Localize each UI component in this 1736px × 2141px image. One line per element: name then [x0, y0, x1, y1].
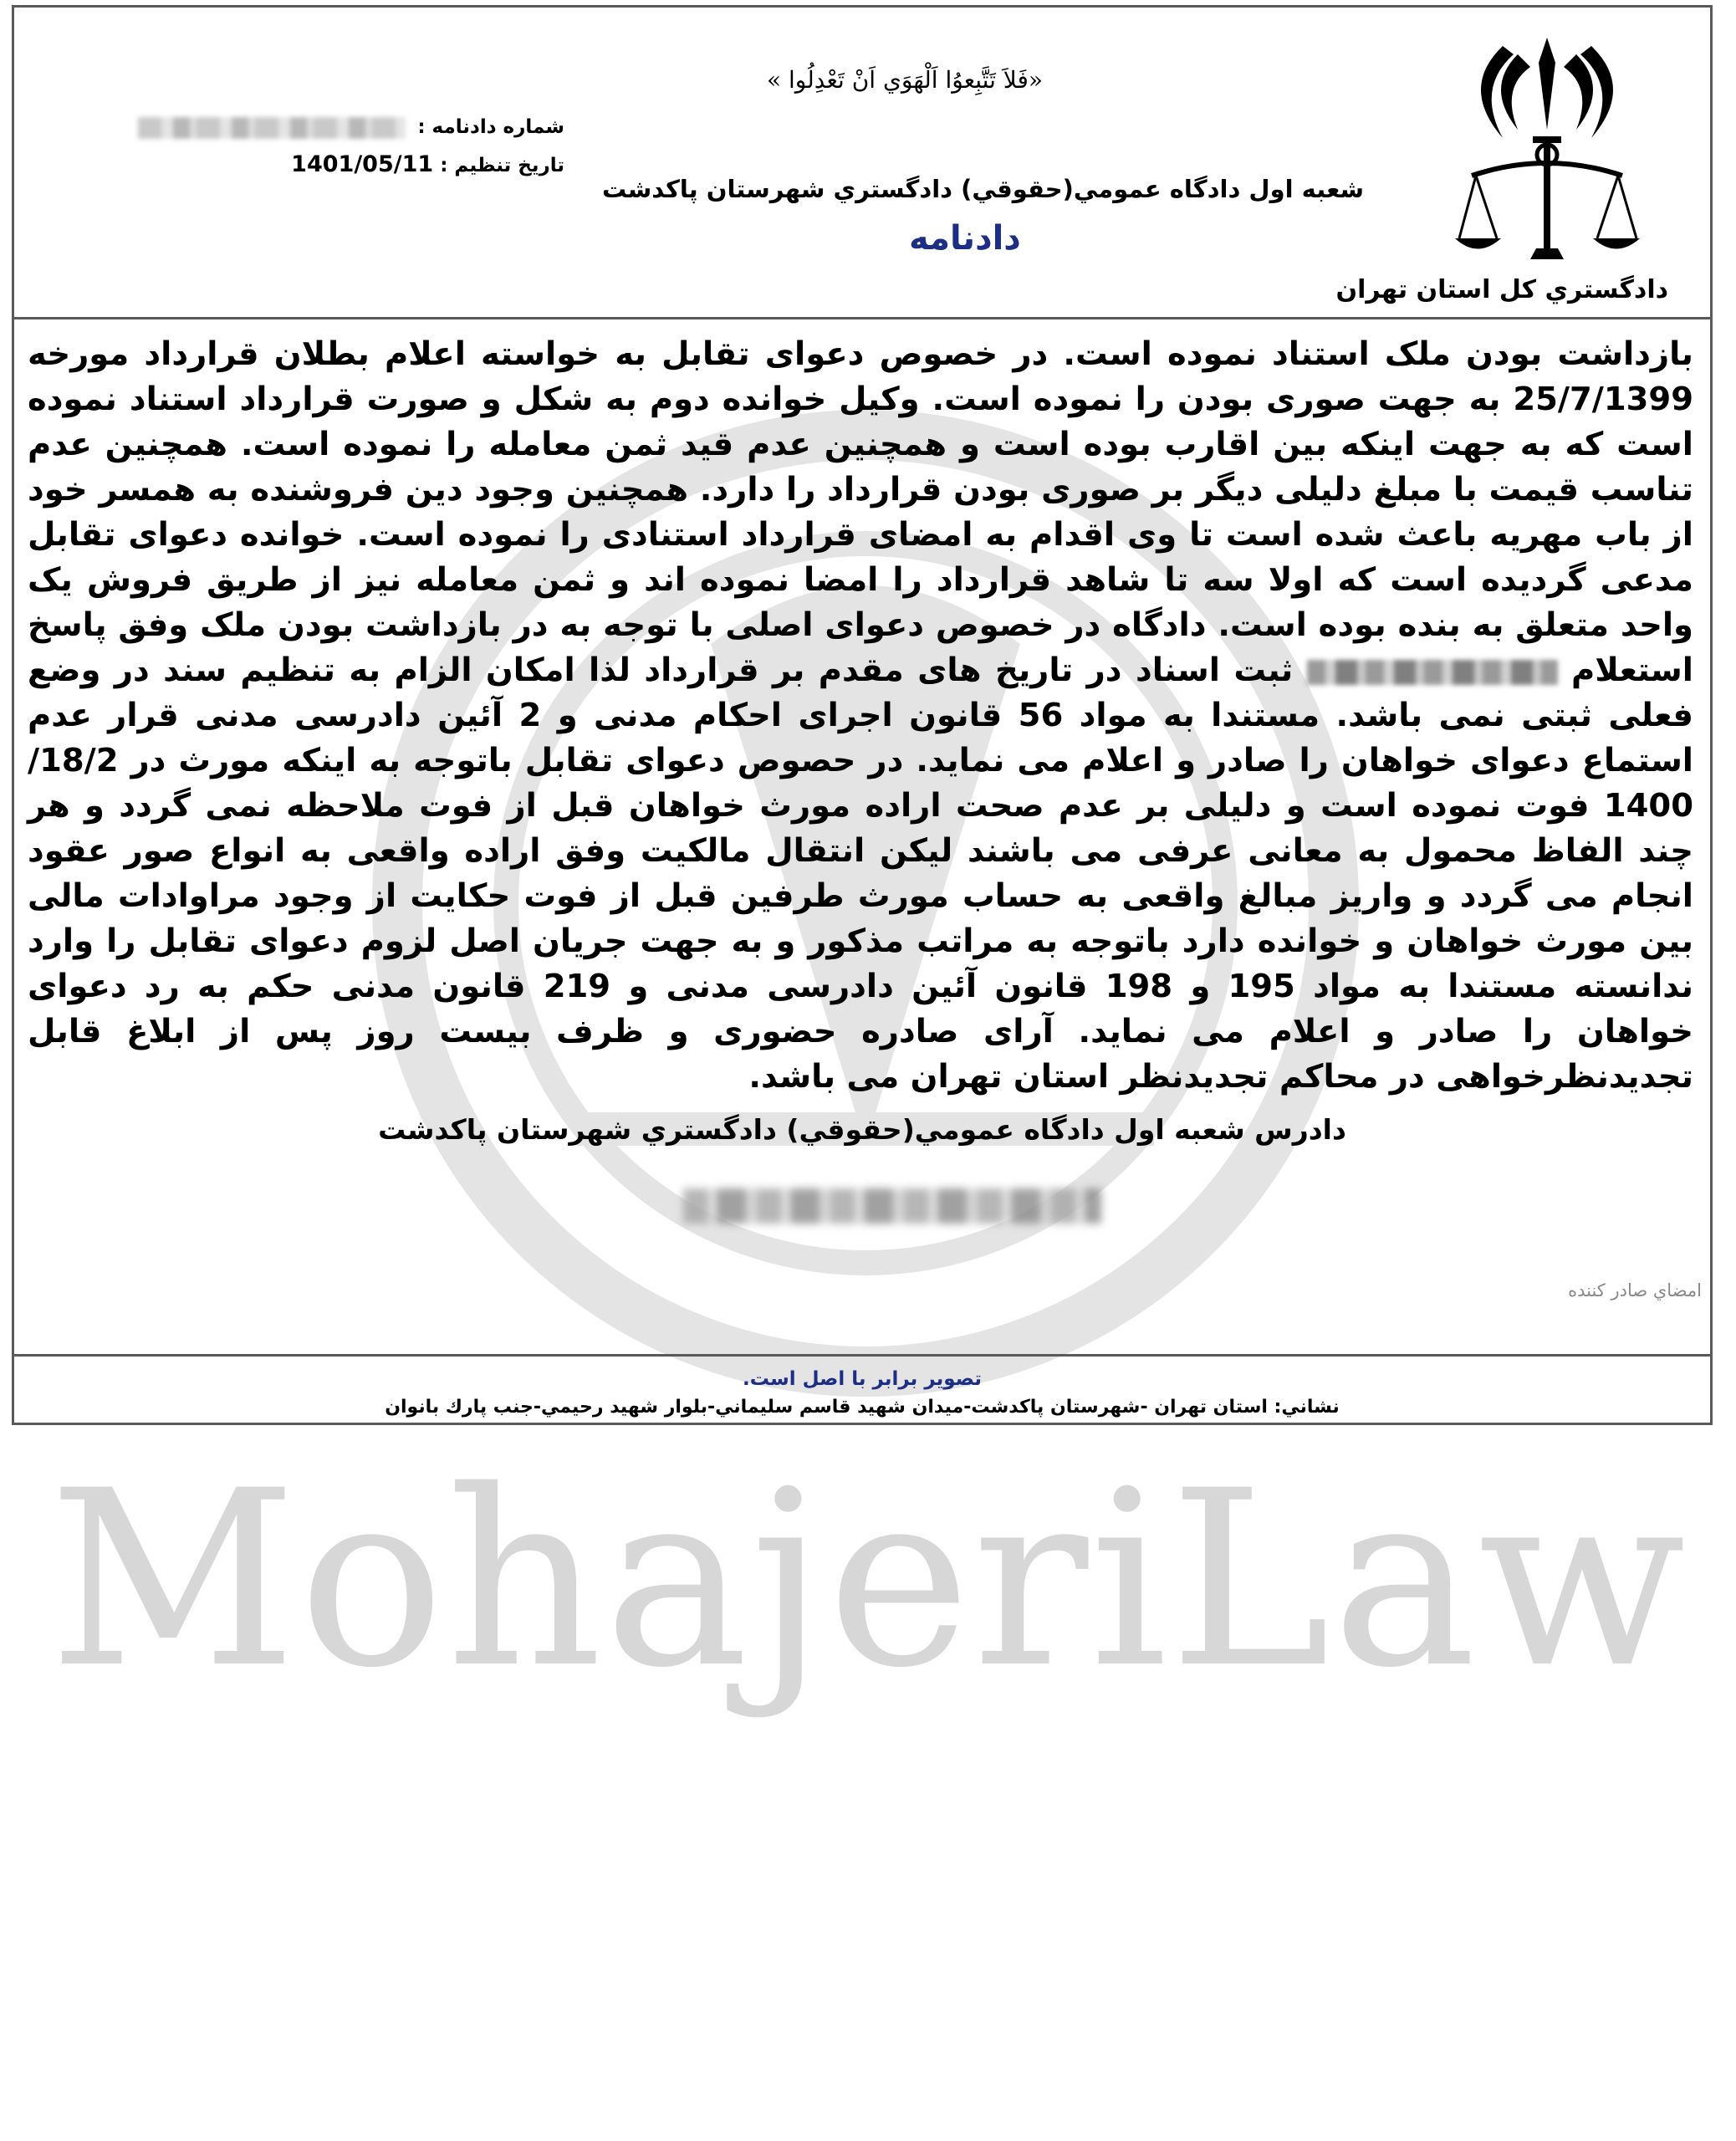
verdict-text-part1: بازداشت بودن ملک استناد نموده است. در خصوص دعوای تقابل به خواسته اعلام بطلان قرارداد مورخه 25/7/1399 به جهت صوری بودن را نموده است. وکیل خوانده دوم به شکل و صورت قرارداد استناد نموده است که به جهت اینکه بین اقارب بوده است و همچنین عدم قید ثمن معامله را نموده است. همچنین عدم تناسب قیمت با مبلغ دلیلی دیگر بر صوری بودن قرارداد را دارد. همچنین وجود دین فروشنده به همسر خود از باب مهریه باعث شده است تا وی اقدام به امضای قرارداد استنادی را نموده است. خوانده دعوای تقابل مدعی گردیده است که اولا سه تا شاهد قرارداد را امضا نموده اند و ثمن معامله نیز از طریق فروش یک واحد متعلق به بنده بوده است. دادگاه در خصوص دعوای اصلی با توجه به در بازداشت بودن ملک وفق پاسخ استعلام	[28, 335, 1693, 689]
signature-label: امضاي صادر كننده	[1568, 1280, 1702, 1300]
verdict-number-label: شماره دادنامه :	[417, 116, 564, 138]
court-address: نشاني: استان تهران -شهرستان پاكدشت-ميدان شهيد قاسم سليماني-بلوار شهيد رحيمي-جنب پارك بانوان	[385, 1397, 1340, 1418]
judiciary-emblem-icon	[1451, 29, 1643, 272]
document-footer	[14, 1354, 1710, 1425]
document-title: دادنامه	[909, 219, 1021, 258]
verdict-body	[28, 332, 1693, 1100]
verdict-text-part2: ثبت اسناد در تاریخ های مقدم بر قرارداد لذا امکان الزام به تنظیم سند در وضع فعلی ثبتی نمی باشد. مستندا به مواد 56 قانون اجرای احکام مدنی و 2 آئین دادرسی مدنی قرار عدم استماع دعوای خواهان را صادر و اعلام می نماید. در حصوص دعوای تقابل باتوجه به اینکه مورث در 18/2/ 1400 فوت نموده است و دلیلی بر عدم صحت اراده مورث خواهان قبل از فوت ملاحظه نمی گردد و هر چند الفاظ محمول به معانی عرفی می باشند لیکن انتقال مالکیت وفق اراده واقعی به انواع صور عقود انجام می گردد و واریز مبالغ واقعی به حساب مورث طرفین قبل از فوت حکایت از وجود مراوادات مالی بین مورث خواهان و خوانده دارد باتوجه به مراتب مذکور و به جهت جریان اصل لزوم دعوای تقابل را وارد ندانسته مستندا به مواد 195 و 198 قانون آئین دادرسی مدنی و 219 قانون مدنی حکم به رد دعوای خواهان را صادر و اعلام می نماید. آرای صادره حضوری و ظرف بیست روز پس از ابلاغ قابل تجدیدنظرخواهی در محاکم تجدیدنظر استان تهران می باشد.	[28, 651, 1693, 1096]
true-copy-note: تصوير برابر با اصل است.	[743, 1368, 982, 1390]
quran-verse: «فَلاَ تَتَّبِعوُا اَلْهَوَي اَنْ تَعْدِلُوا »	[767, 66, 1044, 94]
province-court-name: دادگستري كل استان تهران	[1335, 275, 1668, 304]
verdict-number-row	[138, 116, 564, 139]
judge-title: دادرس شعبه اول دادگاه عمومي(حقوقي) دادگستري شهرستان پاكدشت	[378, 1113, 1346, 1146]
court-branch-name: شعبه اول دادگاه عمومي(حقوقي) دادگستري شهرستان پاكدشت	[602, 175, 1364, 203]
redacted-judge-name	[683, 1188, 1101, 1224]
issue-date-label: تاریخ تنظیم :	[440, 155, 564, 176]
watermark-text: MohajeriLaw	[49, 1439, 1687, 1721]
verdict-document	[12, 5, 1713, 1425]
issue-date-value: 1401/05/11	[291, 151, 434, 177]
redacted-verdict-number	[138, 117, 406, 139]
issue-date-row	[291, 151, 564, 177]
document-header	[14, 8, 1710, 319]
redacted-inquiry-number	[1307, 660, 1558, 685]
